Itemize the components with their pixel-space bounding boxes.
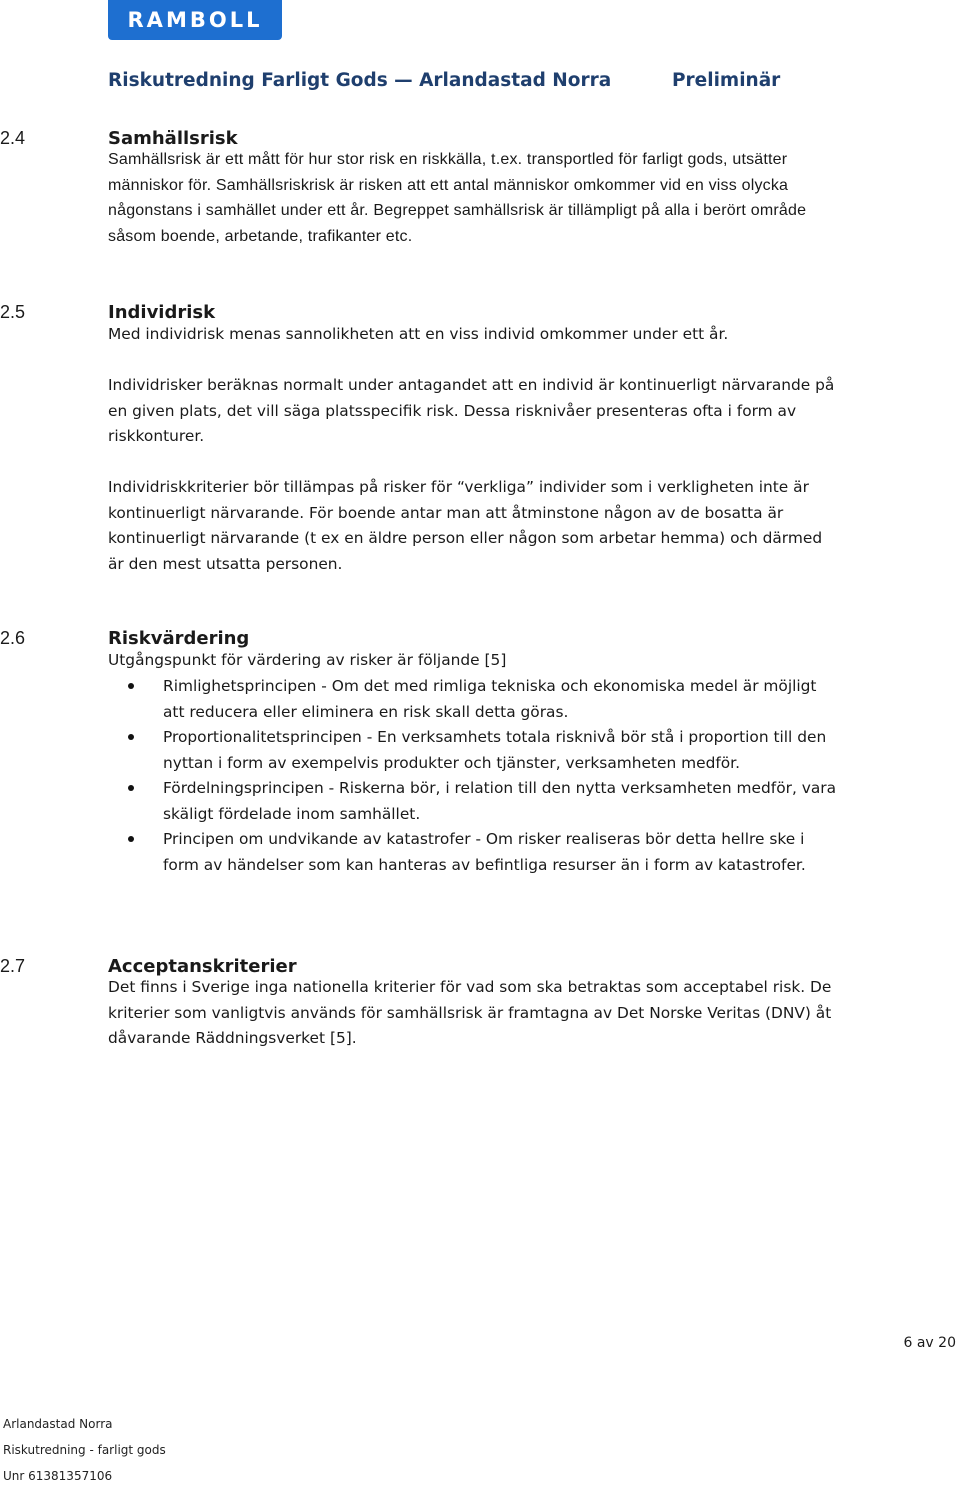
riskvardering-intro: Utgångspunkt för värdering av risker är följande [5]	[108, 651, 507, 669]
section-heading-individrisk: Individrisk	[108, 302, 216, 323]
list-item	[108, 827, 838, 878]
individrisk-paragraph-3: Individriskkriterier bör tillämpas på risker för “verkliga” individer som i verkligheten inte är kontinuerligt närvarande. För boende antar man att åtminstone någon av de bosatta är kontinuerligt närvarande (t ex en äldre person eller någon som arbetar hemma) och därmed är den mest utsatta personen.	[108, 478, 823, 573]
list-item-text: Principen om undvikande av katastrofer - Om risker realiseras bör detta hellre ske i form av händelser som kan hanteras av befintliga resurser än i form av katastrofer.	[163, 830, 806, 874]
section-body-samhallsrisk: Samhällsrisk är ett mått för hur stor risk en riskkälla, t.ex. transportled för farligt gods, utsätter människor för. Samhällsriskrisk är risken att ett antal människor omkommer vid en viss olycka någonstans i samhället under ett år. Begreppet samhällsrisk är tillämpligt på alla i berört område såsom boende, arbetande, trafikanter etc.	[108, 151, 807, 245]
acceptanskriterier-body: Det finns i Sverige inga nationella kriterier för vad som ska betraktas som acceptabel risk. De kriterier som vanligtvis används för samhällsrisk är framtagna av Det Norske Veritas (DNV) åt dåvarande Räddningsverket [5].	[108, 978, 832, 1047]
list-item-text: Fördelningsprincipen - Riskerna bör, i relation till den nytta verksamheten medför, vara skäligt fördelade inom samhället.	[163, 779, 837, 823]
footer-reference: Unr 61381357106	[3, 1469, 113, 1483]
page-number: 6 av 20	[903, 1335, 956, 1351]
logo-text: RAMBOLL	[127, 8, 263, 32]
list-item-text: Rimlighetsprincipen - Om det med rimliga tekniska och ekonomiska medel är möjligt att reducera eller eliminera en risk skall detta göras.	[163, 677, 817, 721]
list-item	[108, 776, 838, 827]
list-item	[108, 725, 838, 776]
ramboll-logo	[108, 0, 282, 40]
bullet-icon	[128, 836, 134, 842]
section-heading-riskvardering: Riskvärdering	[108, 628, 250, 649]
bullet-icon	[128, 683, 134, 689]
section-heading-samhallsrisk: Samhällsrisk	[108, 128, 238, 149]
section-number-2-6: 2.6	[0, 628, 26, 648]
footer-document: Riskutredning - farligt gods	[3, 1443, 166, 1457]
list-item	[108, 674, 838, 725]
section-number-2-7: 2.7	[0, 956, 26, 976]
footer-location: Arlandastad Norra	[3, 1417, 113, 1431]
riskvardering-principles-list	[108, 674, 838, 878]
header-status: Preliminär	[672, 70, 781, 91]
individrisk-paragraph-2: Individrisker beräknas normalt under antagandet att en individ är kontinuerligt närvarande på en given plats, det vill säga platsspecifik risk. Dessa risknivåer presenteras ofta i form av riskkonturer.	[108, 376, 835, 445]
header-title: Riskutredning Farligt Gods — Arlandastad Norra	[108, 70, 612, 91]
bullet-icon	[128, 734, 134, 740]
section-number-2-4: 2.4	[0, 128, 26, 148]
section-heading-acceptanskriterier: Acceptanskriterier	[108, 956, 297, 977]
list-item-text: Proportionalitetsprincipen - En verksamhets totala risknivå bör stå i proportion till den nyttan i form av exempelvis produkter och tjänster, verksamheten medför.	[163, 728, 827, 772]
individrisk-paragraph-1: Med individrisk menas sannolikheten att en viss individ omkommer under ett år.	[108, 325, 729, 343]
section-number-2-5: 2.5	[0, 302, 26, 322]
bullet-icon	[128, 785, 134, 791]
